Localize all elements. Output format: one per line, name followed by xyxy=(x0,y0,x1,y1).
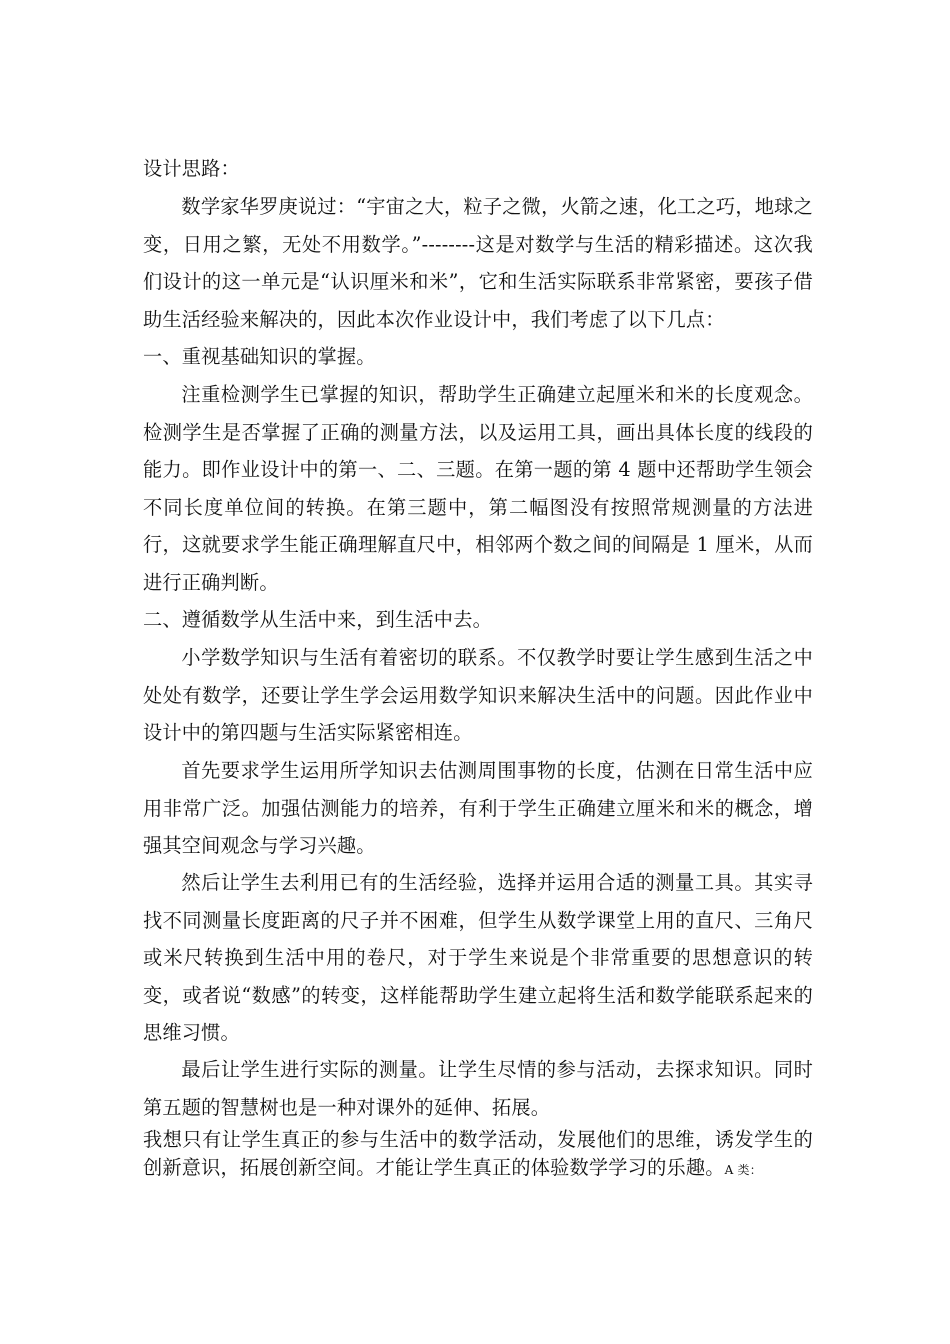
closing-paragraph xyxy=(143,1126,813,1184)
section2-paragraph-1: 小学数学知识与生活有着密切的联系。不仅教学时要让学生感到生活之中处处有数学，还要让学生学会运用数学知识来解决生活中的问题。因此作业中设计中的第四题与生活实际紧密相连。 xyxy=(143,646,813,744)
section2-title: 二、遵循数学从生活中来，到生活中去。 xyxy=(143,608,492,631)
section1-title: 一、重视基础知识的掌握。 xyxy=(143,345,376,368)
section2-paragraph-2: 首先要求学生运用所学知识去估测周围事物的长度，估测在日常生活中应用非常广泛。加强估测能力的培养，有利于学生正确建立厘米和米的概念，增强其空间观念与学习兴趣。 xyxy=(143,759,813,857)
closing-tag: A 类： xyxy=(724,1163,762,1177)
section2-paragraph-3: 然后让学生去利用已有的生活经验，选择并运用合适的测量工具。其实寻找不同测量长度距离的尺子并不困难，但学生从数学课堂上用的直尺、三角尺或米尺转换到生活中用的卷尺，对于学生来说是个非常重要的思想意识的转变，或者说“数感”的转变，这样能帮助学生建立起将生活和数学能联系起来的思维习惯。 xyxy=(143,871,813,1044)
section1-body: 注重检测学生已掌握的知识，帮助学生正确建立起厘米和米的长度观念。检测学生是否掌握了正确的测量方法，以及运用工具，画出具体长度的线段的能力。即作业设计中的第一、二、三题。在第一题的第 4 题中还帮助学生领会不同长度单位间的转换。在第三题中，第二幅图没有按照常规测量的方法进行，这就要求学生能正确理解直尺中，相邻两个数之间的间隔是 1 厘米，从而进行正确判断。 xyxy=(143,383,813,594)
intro-paragraph: 数学家华罗庚说过：“宇宙之大，粒子之微，火箭之速，化工之巧，地球之变，日用之繁，无处不用数学。”--------这是对数学与生活的精彩描述。这次我们设计的这一单元是“认识厘米和米”，它和生活实际联系非常紧密，要孩子借助生活经验来解决的，因此本次作业设计中，我们考虑了以下几点： xyxy=(143,195,813,331)
section2-paragraph-4: 最后让学生进行实际的测量。让学生尽情的参与活动，去探求知识。同时第五题的智慧树也是一种对课外的延伸、拓展。 xyxy=(143,1058,813,1119)
heading: 设计思路： xyxy=(143,157,240,180)
closing-text: 我想只有让学生真正的参与生活中的数学活动，发展他们的思维，诱发学生的创新意识，拓展创新空间。才能让学生真正的体验数学学习的乐趣。 xyxy=(143,1128,813,1179)
